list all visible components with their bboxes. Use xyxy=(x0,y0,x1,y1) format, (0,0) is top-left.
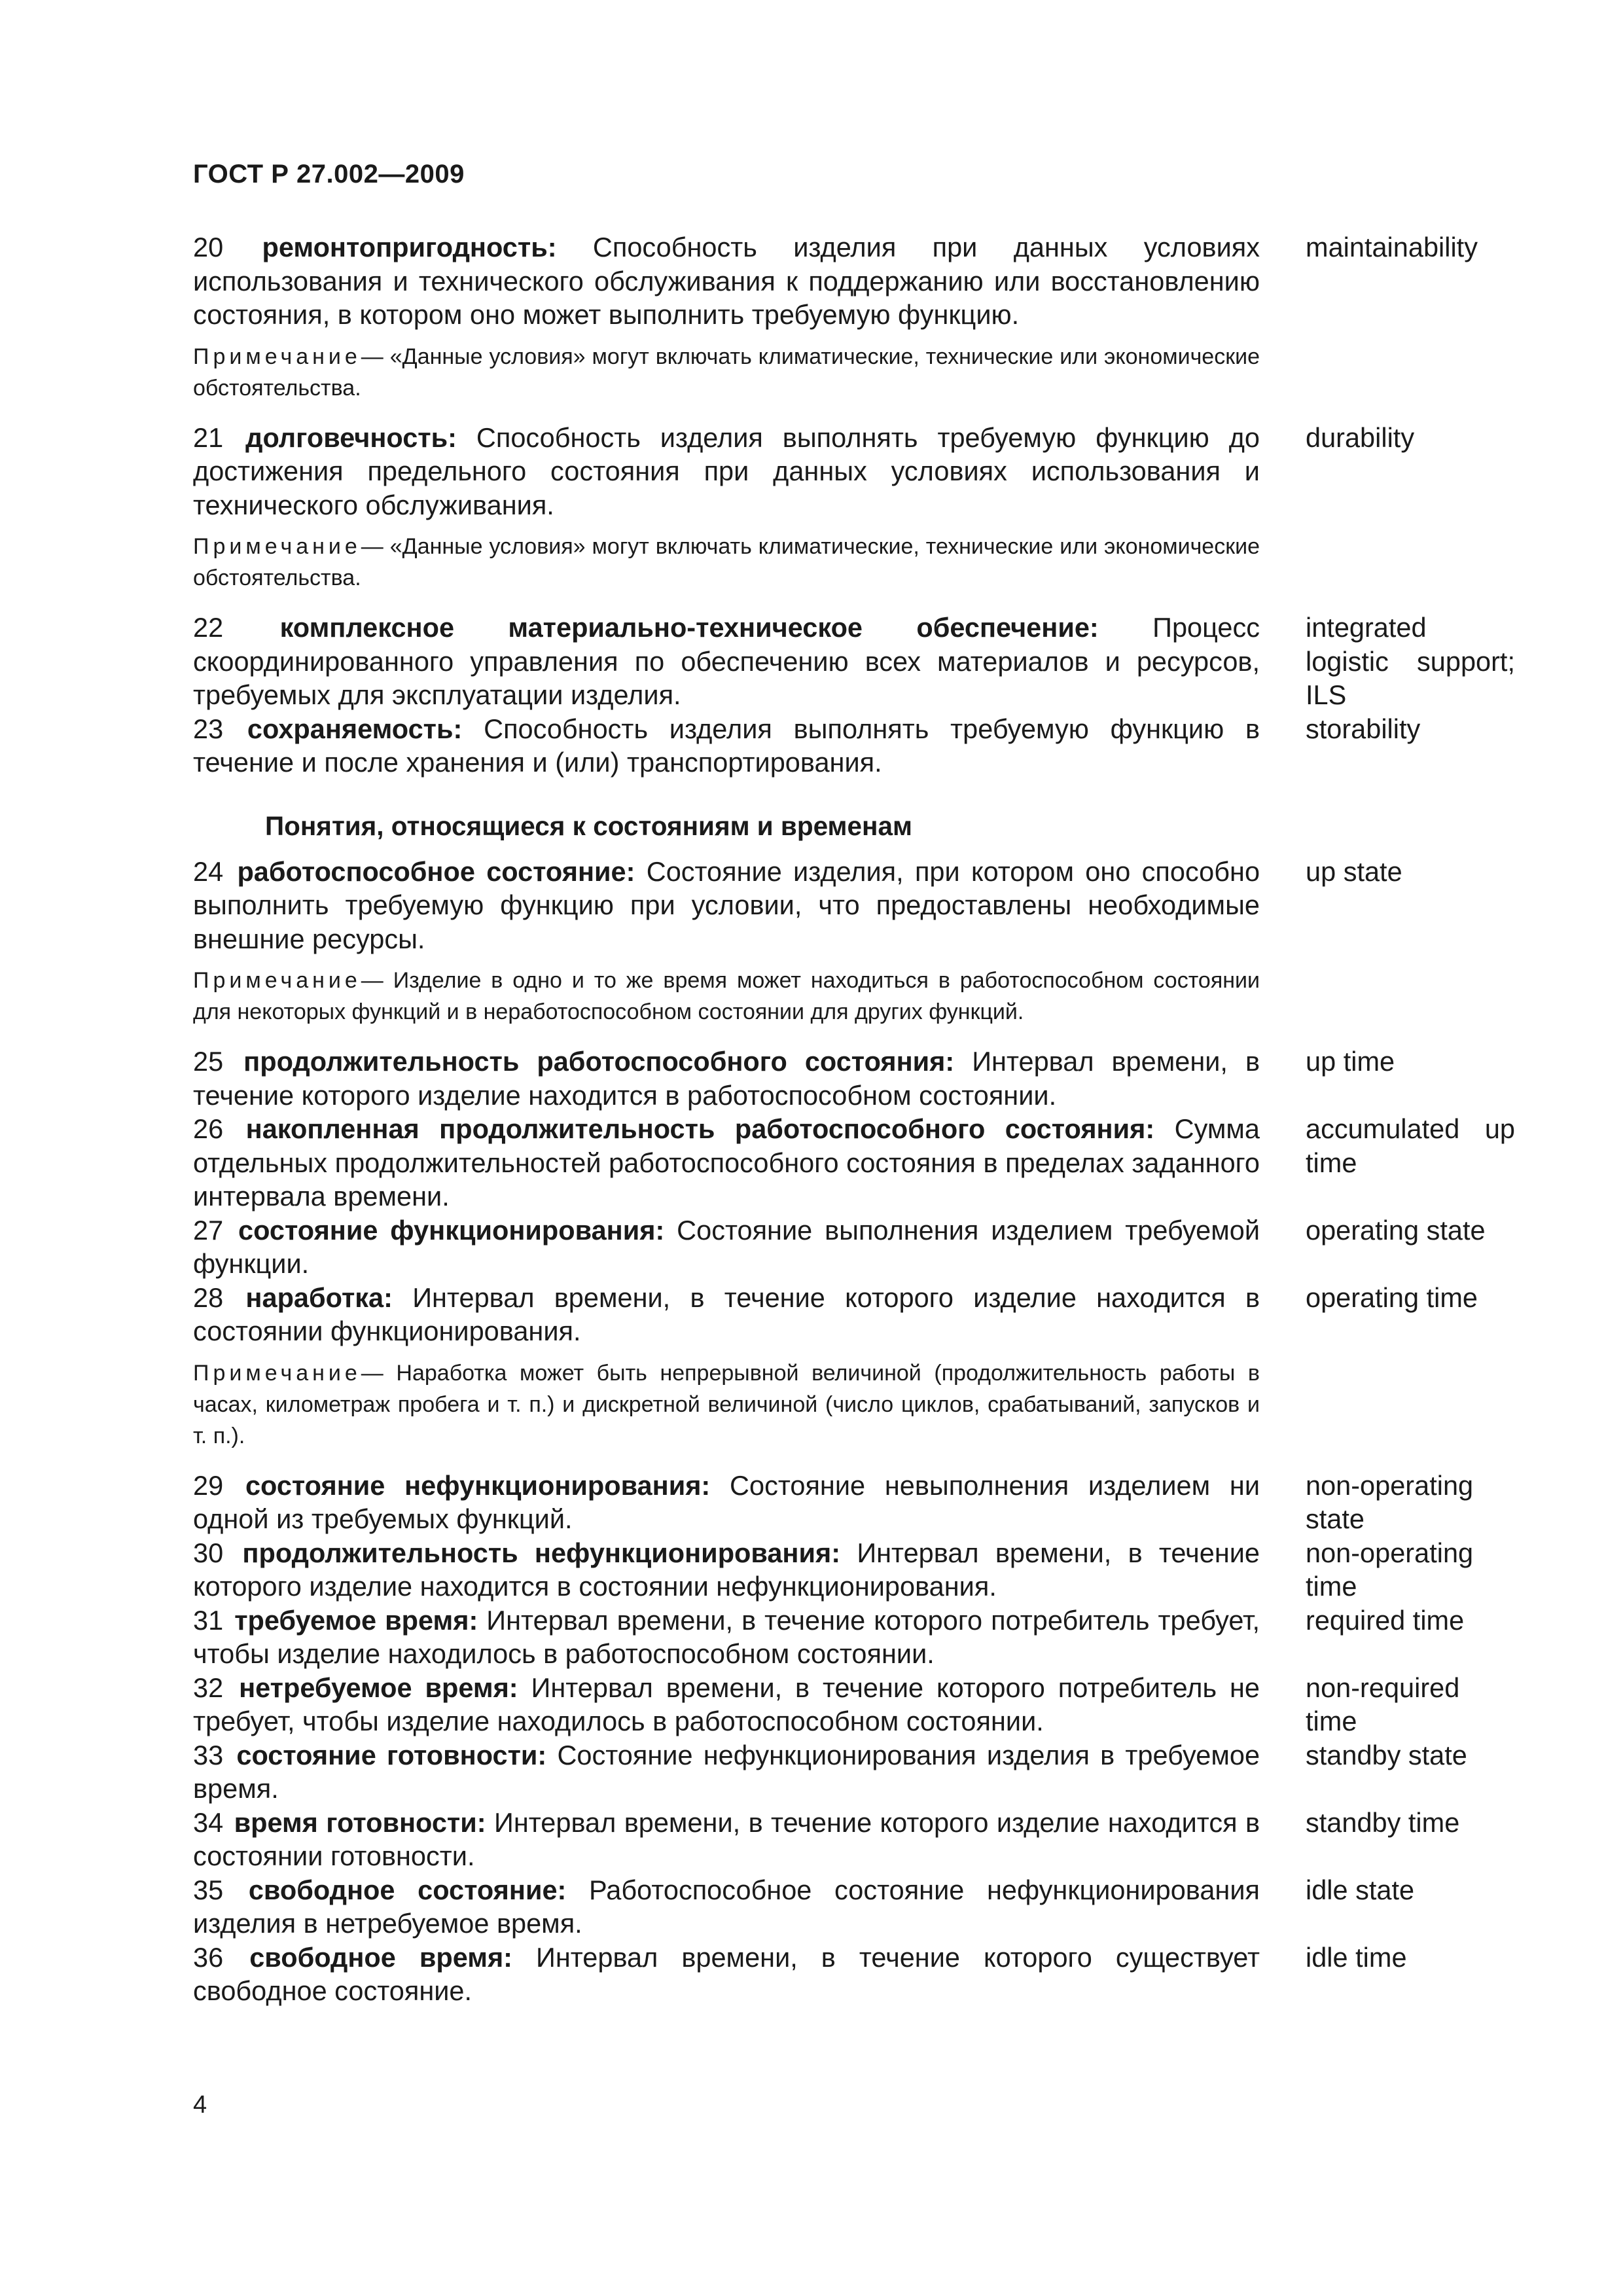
term-text xyxy=(193,855,1260,956)
term-number: 28 xyxy=(193,1282,224,1313)
term-text xyxy=(193,1671,1260,1738)
term-definition: Интервал времени, в течение которого изделие находится в состоянии нефункционирования. xyxy=(193,1537,1260,1602)
note-text: — «Данные условия» могут включать климатические, технические или экономические обстоятельства. xyxy=(193,344,1260,401)
term-definition: Интервал времени, в течение которого изделие находится в состоянии функционирования. xyxy=(193,1282,1260,1346)
term-text xyxy=(193,712,1260,780)
term-entry xyxy=(193,1469,1515,1536)
term-definition: Способность изделия выполнять требуемую функцию в течение и после хранения и (или) транспортирования. xyxy=(193,713,1260,778)
term-english-equivalent: operating time xyxy=(1306,1282,1478,1313)
term-entry xyxy=(193,1941,1515,2008)
term-number: 24 xyxy=(193,855,224,887)
term-english-equivalent: non-required time xyxy=(1306,1672,1460,1736)
term-english-equivalent: accumulated up time xyxy=(1306,1113,1515,1178)
note-label: Примечание xyxy=(193,968,361,993)
term-text xyxy=(193,1604,1260,1671)
term-name: сохраняемость: xyxy=(247,713,463,744)
page-number: 4 xyxy=(193,2091,207,2119)
term-definition: Состояние изделия, при котором оно способно выполнить требуемую функцию при условии, что предоставлены необходимые внешние ресурсы. xyxy=(193,855,1260,954)
term-english-equivalent: non-operating state xyxy=(1306,1469,1474,1534)
term-text xyxy=(193,611,1260,712)
term-definition: Сумма отдельных продолжительностей работоспособного состояния в пределах заданного интервала времени. xyxy=(193,1113,1260,1211)
term-entry xyxy=(193,421,1515,522)
term-entry xyxy=(193,1112,1515,1213)
term-entry xyxy=(193,611,1515,712)
term-text xyxy=(193,1873,1260,1941)
term-name: комплексное материально-техническое обеспечение: xyxy=(279,612,1099,643)
term-entry xyxy=(193,1671,1515,1738)
term-definition: Интервал времени, в течение которого потребитель требует, чтобы изделие находилось в работоспособном состоянии. xyxy=(193,1604,1260,1669)
term-english-equivalent: standby time xyxy=(1306,1806,1460,1838)
term-text xyxy=(193,1213,1260,1281)
term-text xyxy=(193,1112,1260,1213)
term-definition: Интервал времени, в течение которого изделие находится в работоспособном состоянии. xyxy=(193,1046,1260,1111)
term-english-equivalent: non-operating time xyxy=(1306,1537,1474,1602)
term-english-equivalent: storability xyxy=(1306,713,1421,744)
term-number: 25 xyxy=(193,1046,224,1077)
term-name: накопленная продолжительность работоспособного состояния: xyxy=(245,1113,1155,1144)
note-text: — Наработка может быть непрерывной величиной (продолжительность работы в часах, километраж пробега и т. п.) и дискретной величиной (число циклов, срабатываний, запусков и т. п.). xyxy=(193,1360,1260,1448)
section-heading: Понятия, относящиеся к состояниям и временам xyxy=(265,810,912,841)
term-number: 35 xyxy=(193,1874,224,1905)
term-name: требуемое время: xyxy=(234,1604,478,1636)
term-text xyxy=(193,1469,1260,1536)
term-english-equivalent: operating state xyxy=(1306,1214,1486,1246)
term-entry xyxy=(193,1536,1515,1604)
term-text xyxy=(193,1281,1260,1348)
term-english-equivalent: up state xyxy=(1306,855,1402,887)
term-definition: Состояние выполнения изделием требуемой функции. xyxy=(193,1214,1260,1279)
term-number: 23 xyxy=(193,713,224,744)
document-header: ГОСТ Р 27.002—2009 xyxy=(193,160,465,188)
term-name: долговечность: xyxy=(245,422,457,453)
term-name: продолжительность работоспособного состояния: xyxy=(243,1046,955,1077)
term-entry xyxy=(193,1738,1515,1806)
note-label: Примечание xyxy=(193,344,361,369)
term-name: время готовности: xyxy=(234,1806,486,1838)
term-english-equivalent: maintainability xyxy=(1306,232,1478,262)
term-name: наработка: xyxy=(245,1282,393,1313)
term-definition: Способность изделия при данных условиях использования и технического обслуживания к поддержанию или восстановлению состояния, в котором оно может выполнить требуемую функцию. xyxy=(193,232,1260,330)
term-text xyxy=(193,1806,1260,1873)
term-name: нетребуемое время: xyxy=(239,1672,518,1703)
term-note xyxy=(193,1357,1260,1452)
note-text: — «Данные условия» могут включать климатические, технические или экономические обстоятельства. xyxy=(193,534,1260,590)
term-text xyxy=(193,421,1260,522)
note-text: — Изделие в одно и то же время может находиться в работоспособном состоянии для некоторых функций и в неработоспособном состоянии для других функций. xyxy=(193,968,1260,1024)
terms-list xyxy=(193,230,1515,2008)
term-name: состояние нефункционирования: xyxy=(245,1469,711,1501)
term-definition: Способность изделия выполнять требуемую функцию до достижения предельного состояния при данных условиях использования и технического обслуживания. xyxy=(193,422,1260,520)
term-number: 22 xyxy=(193,612,224,643)
term-entry xyxy=(193,1045,1515,1112)
term-english-equivalent: required time xyxy=(1306,1604,1465,1636)
term-english-equivalent: integrated logistic support; ILS xyxy=(1306,612,1515,710)
term-entry xyxy=(193,1873,1515,1941)
term-definition: Интервал времени, в течение которого существует свободное состояние. xyxy=(193,1941,1260,2006)
term-number: 36 xyxy=(193,1941,224,1973)
term-name: свободное время: xyxy=(249,1941,512,1973)
term-note xyxy=(193,531,1260,594)
term-name: ремонтопригодность: xyxy=(262,232,557,262)
term-definition: Процесс скоординированного управления по обеспечению всех материалов и ресурсов, требуемых для эксплуатации изделия. xyxy=(193,612,1260,710)
term-entry xyxy=(193,1281,1515,1348)
term-definition: Интервал времени, в течение которого изделие находится в состоянии готовности. xyxy=(193,1806,1260,1871)
term-english-equivalent: durability xyxy=(1306,422,1415,453)
term-number: 27 xyxy=(193,1214,224,1246)
note-label: Примечание xyxy=(193,1360,361,1386)
term-name: продолжительность нефункционирования: xyxy=(242,1537,841,1568)
term-number: 34 xyxy=(193,1806,224,1838)
term-definition: Состояние невыполнения изделием ни одной из требуемых функций. xyxy=(193,1469,1260,1534)
term-entry xyxy=(193,1806,1515,1873)
term-definition: Интервал времени, в течение которого потребитель не требует, чтобы изделие находилось в работоспособном состоянии. xyxy=(193,1672,1260,1736)
term-english-equivalent: standby state xyxy=(1306,1739,1467,1770)
term-number: 21 xyxy=(193,422,224,453)
term-number: 29 xyxy=(193,1469,224,1501)
term-english-equivalent: up time xyxy=(1306,1046,1395,1077)
term-name: свободное состояние: xyxy=(248,1874,567,1905)
term-number: 33 xyxy=(193,1739,224,1770)
term-name: состояние готовности: xyxy=(236,1739,547,1770)
term-note xyxy=(193,965,1260,1028)
term-definition: Состояние нефункционирования изделия в требуемое время. xyxy=(193,1739,1260,1804)
term-number: 32 xyxy=(193,1672,224,1703)
term-entry xyxy=(193,1213,1515,1281)
term-english-equivalent: idle time xyxy=(1306,1941,1407,1973)
term-text xyxy=(193,1536,1260,1604)
term-note xyxy=(193,341,1260,404)
term-text xyxy=(193,1738,1260,1806)
term-name: работоспособное состояние: xyxy=(237,855,635,887)
term-english-equivalent: idle state xyxy=(1306,1874,1415,1905)
term-definition: Работоспособное состояние нефункционирования изделия в нетребуемое время. xyxy=(193,1874,1260,1939)
note-label: Примечание xyxy=(193,534,361,559)
term-number: 26 xyxy=(193,1113,224,1144)
term-number: 31 xyxy=(193,1604,224,1636)
term-text xyxy=(193,1045,1260,1112)
term-number: 30 xyxy=(193,1537,224,1568)
term-entry xyxy=(193,230,1515,332)
term-entry xyxy=(193,712,1515,780)
term-name: состояние функционирования: xyxy=(238,1214,665,1246)
term-entry xyxy=(193,855,1515,956)
term-text xyxy=(193,230,1260,332)
term-number: 20 xyxy=(193,232,224,262)
term-entry xyxy=(193,1604,1515,1671)
term-text xyxy=(193,1941,1260,2008)
